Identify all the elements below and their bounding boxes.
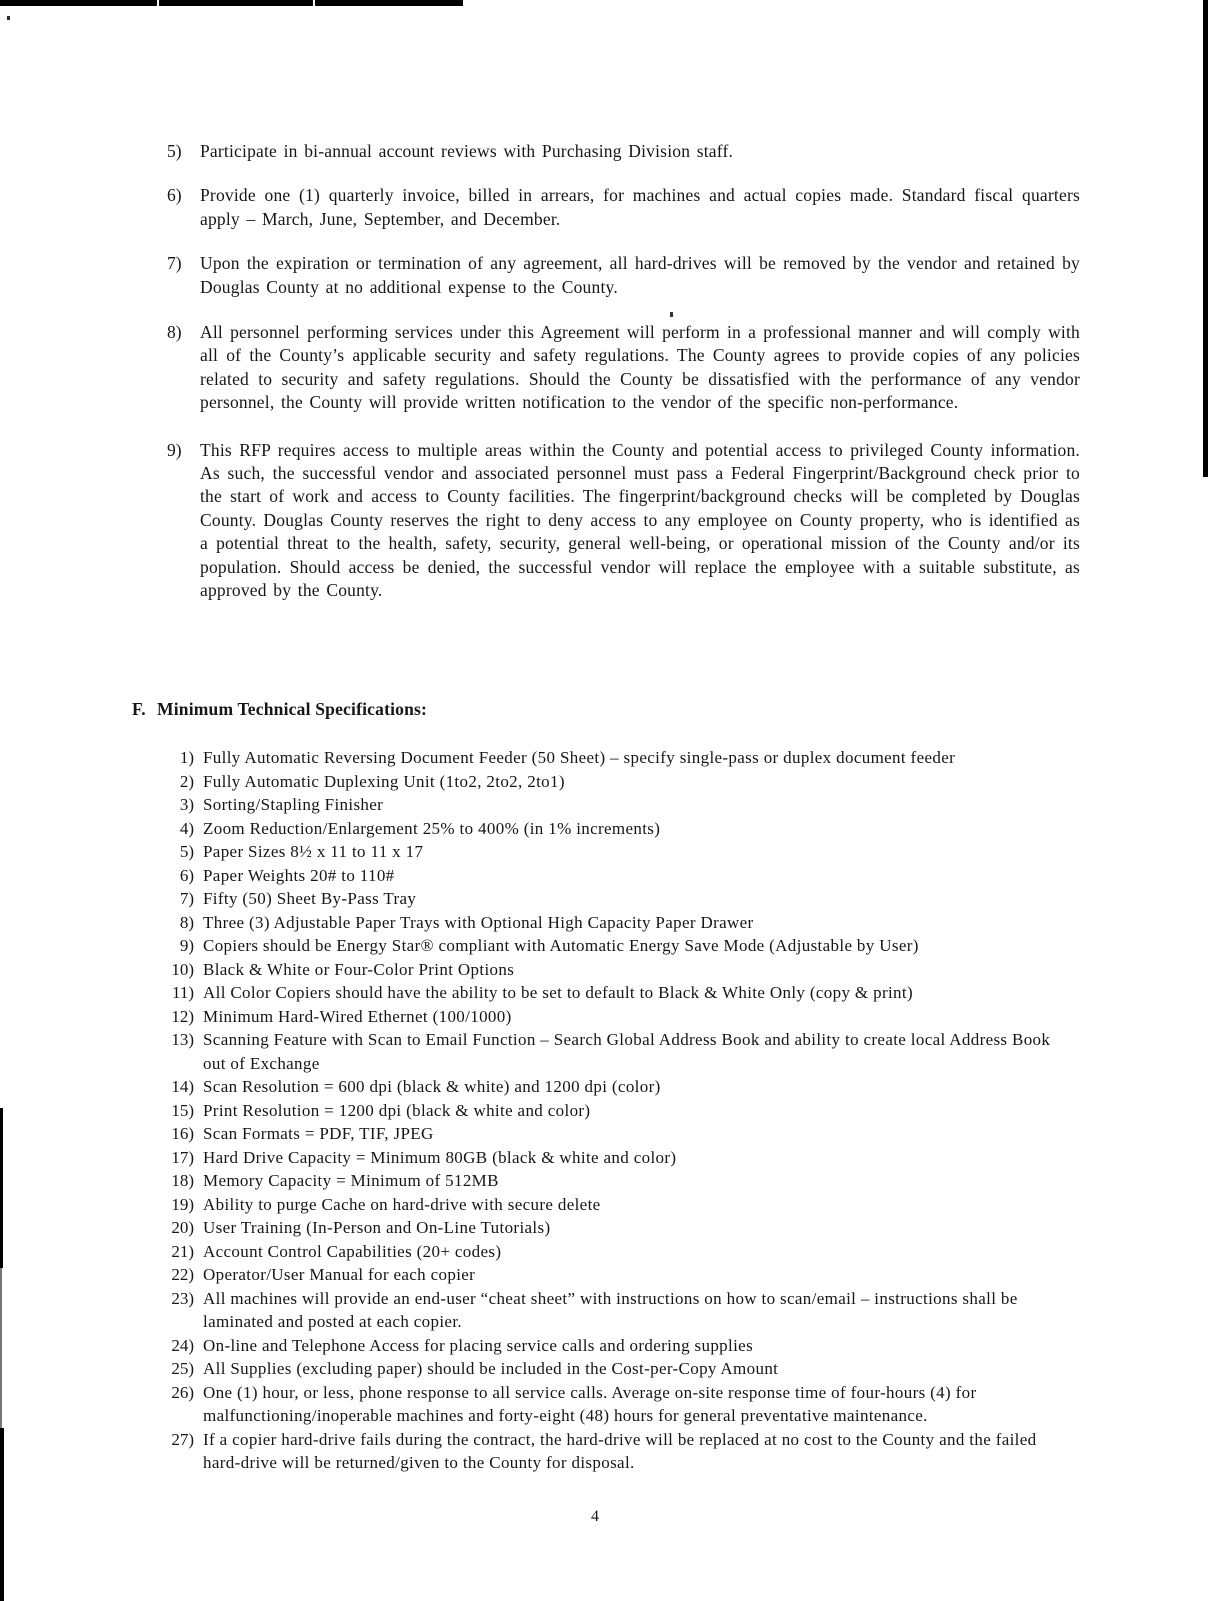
list-item [167,252,1080,299]
scan-artifact-top-bar-1 [0,0,157,6]
spec-item-number: 2) [179,771,194,791]
spec-list-item [160,1381,1076,1428]
spec-item-text: All machines will provide an end-user “cheat sheet” with instructions on how to scan/email – instructions shall be laminated and posted at each copier. [203,1288,1018,1331]
spec-list-item [160,1122,1076,1146]
list-item-text: All personnel performing services under this Agreement will perform in a professional manner and will comply with all of the County’s applicable security and safety regulations. The County agrees to provide copies of any policies related to security and safety regulations. Should the County be dissatisfied with the performance of any vendor personnel, the County will provide written notification to the vendor of the specific non-performance. [200,322,1080,413]
spec-item-number: 1) [179,748,194,767]
spec-item-text: Paper Weights 20# to 110# [203,865,395,885]
spec-item-number: 15) [171,1100,194,1120]
spec-list-item [160,1216,1076,1240]
spec-item-number: 24) [171,1335,194,1355]
spec-list-item [160,1357,1076,1381]
scan-artifact-right-bar [1203,0,1208,477]
spec-item-number: 27) [171,1429,194,1449]
spec-item-number: 14) [171,1077,194,1096]
list-item-number: 9) [167,439,182,460]
list-item-number: 6) [167,185,182,206]
spec-item-text: Scanning Feature with Scan to Email Function – Search Global Address Book and ability to create local Address Book out of Exchange [203,1030,1051,1073]
scan-artifact-top-bar-3 [315,0,463,6]
list-item-text: Upon the expiration or termination of any agreement, all hard-drives will be removed by the vendor and retained by Douglas County at no additional expense to the County. [200,253,1080,297]
spec-item-text: Copiers should be Energy Star® compliant with Automatic Energy Save Mode (Adjustable by User) [203,936,919,955]
spec-item-number: 20) [171,1218,194,1237]
list-item-text: Participate in bi-annual account reviews with Purchasing Division staff. [200,141,734,161]
spec-item-number: 10) [171,959,194,979]
spec-item-number: 21) [171,1241,194,1261]
spec-item-number: 11) [171,983,194,1002]
spec-list-item [160,1193,1076,1217]
spec-item-text: Fully Automatic Duplexing Unit (1to2, 2to2, 2to1) [203,771,565,791]
spec-item-number: 4) [179,818,194,838]
spec-list-item [160,1287,1076,1334]
page-number: 4 [591,1508,599,1525]
spec-list-item [160,1263,1076,1287]
spec-item-number: 8) [179,912,194,932]
technical-specs-list [160,746,1076,1475]
spec-item-number: 23) [171,1288,194,1308]
spec-item-text: Fully Automatic Reversing Document Feeder (50 Sheet) – specify single-pass or duplex document feeder [203,748,956,767]
list-item-number: 5) [167,141,182,161]
spec-item-text: Scan Formats = PDF, TIF, JPEG [203,1124,434,1143]
spec-list-item [160,1099,1076,1123]
spec-item-number: 16) [171,1124,194,1143]
spec-list-item [160,1334,1076,1358]
spec-list-item [160,981,1076,1005]
spec-list-item [160,864,1076,888]
spec-item-number: 26) [171,1382,194,1402]
spec-item-text: Fifty (50) Sheet By-Pass Tray [203,889,417,908]
scan-artifact-top-bar-2 [159,0,313,6]
list-item-number: 7) [167,253,182,274]
spec-item-text: Sorting/Stapling Finisher [203,795,384,814]
spec-item-text: Minimum Hard-Wired Ethernet (100/1000) [203,1006,512,1026]
spec-item-number: 9) [179,936,194,955]
list-item-text: Provide one (1) quarterly invoice, billed in arrears, for machines and actual copies made. Standard fiscal quarters apply – March, June, September, and December. [200,185,1080,229]
spec-item-text: Scan Resolution = 600 dpi (black & white) and 1200 dpi (color) [203,1077,661,1096]
spec-item-text: Black & White or Four-Color Print Options [203,959,515,979]
spec-list-item [160,1028,1076,1075]
spec-item-text: Hard Drive Capacity = Minimum 80GB (black & white and color) [203,1147,677,1167]
spec-list-item [160,958,1076,982]
spec-item-number: 6) [179,865,194,885]
spec-list-item [160,1005,1076,1029]
spec-item-text: All Supplies (excluding paper) should be included in the Cost-per-Copy Amount [203,1359,779,1378]
spec-list-item [160,911,1076,935]
spec-item-text: All Color Copiers should have the ability to be set to default to Black & White Only (copy & print) [203,983,913,1002]
scan-artifact-top-left-speck [7,16,10,20]
spec-item-number: 5) [179,842,194,861]
spec-item-number: 12) [171,1006,194,1026]
spec-item-text: One (1) hour, or less, phone response to all service calls. Average on-site response time of four-hours (4) for malfunctioning/inoperable machines and forty-eight (48) hours for general preventative maintenance. [203,1382,977,1425]
list-item-text: This RFP requires access to multiple areas within the County and potential access to privileged County information. As such, the successful vendor and associated personnel must pass a Federal Fingerprint/Background check prior to the start of work and access to County facilities. The fingerprint/background checks will be completed by Douglas County. Douglas County reserves the right to deny access to any employee on County property, who is identified as a potential threat to the health, safety, security, general well-being, or operational mission of the County and/or its population. Should access be denied, the successful vendor will replace the employee with a suitable substitute, as approved by the County. [200,439,1080,601]
list-item-number: 8) [167,322,182,343]
list-item [167,184,1080,231]
section-f-heading [132,698,1080,721]
list-item [167,140,1080,163]
spec-list-item [160,746,1076,770]
spec-list-item [160,1075,1076,1099]
spec-item-text: Ability to purge Cache on hard-drive with secure delete [203,1194,601,1214]
spec-list-item [160,817,1076,841]
spec-item-number: 22) [171,1265,194,1284]
list-item [167,439,1080,603]
spec-item-text: Print Resolution = 1200 dpi (black & white and color) [203,1100,591,1120]
list-item [167,321,1080,415]
spec-item-number: 13) [171,1030,194,1049]
spec-item-text: Account Control Capabilities (20+ codes) [203,1241,502,1261]
spec-item-text: Memory Capacity = Minimum of 512MB [203,1171,499,1190]
spec-list-item [160,793,1076,817]
spec-item-number: 18) [171,1171,194,1190]
spec-item-number: 7) [179,889,194,908]
scan-artifact-left-bar-top [0,1108,3,1268]
spec-list-item [160,840,1076,864]
spec-item-text: On-line and Telephone Access for placing service calls and ordering supplies [203,1335,754,1355]
upper-numbered-list [167,140,1080,603]
spec-item-text: User Training (In-Person and On-Line Tutorials) [203,1218,551,1237]
spec-item-number: 25) [171,1359,194,1378]
spec-item-number: 19) [171,1194,194,1214]
scan-artifact-left-bar-mid [0,1268,2,1428]
spec-list-item [160,887,1076,911]
spec-list-item [160,1240,1076,1264]
spec-item-number: 3) [179,795,194,814]
spec-list-item [160,1169,1076,1193]
spec-list-item [160,770,1076,794]
spec-item-text: Zoom Reduction/Enlargement 25% to 400% (in 1% increments) [203,818,661,838]
spec-list-item [160,1428,1076,1475]
spec-item-text: If a copier hard-drive fails during the contract, the hard-drive will be replaced at no cost to the County and the failed hard-drive will be returned/given to the County for disposal. [203,1429,1037,1472]
spec-item-number: 17) [171,1147,194,1167]
spec-list-item [160,934,1076,958]
spec-item-text: Three (3) Adjustable Paper Trays with Optional High Capacity Paper Drawer [203,912,754,932]
spec-item-text: Operator/User Manual for each copier [203,1265,476,1284]
spec-item-text: Paper Sizes 8½ x 11 to 11 x 17 [203,842,424,861]
section-title: Minimum Technical Specifications: [157,699,428,719]
spec-list-item [160,1146,1076,1170]
section-letter: F. [132,699,146,719]
